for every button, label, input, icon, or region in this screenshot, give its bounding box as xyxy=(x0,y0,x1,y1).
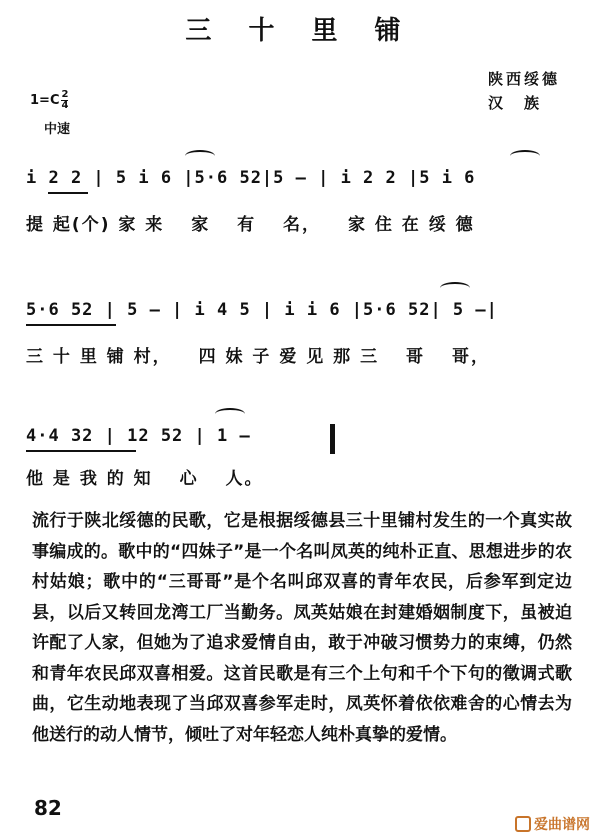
time-bottom: 4 xyxy=(61,100,69,111)
time-signature xyxy=(61,90,68,111)
source-ethnicity: 汉 族 xyxy=(488,94,543,112)
page-number: 82 xyxy=(34,796,62,820)
beam xyxy=(26,450,136,452)
key-signature xyxy=(30,90,68,111)
stave-1 xyxy=(26,158,574,235)
stave-lyrics: 他 是 我 的 知 心 人。 xyxy=(26,469,264,489)
music-icon xyxy=(515,816,531,832)
slur xyxy=(440,282,470,294)
beam xyxy=(26,324,116,326)
watermark-logo xyxy=(515,814,590,834)
slur xyxy=(215,408,245,420)
beam xyxy=(48,192,88,194)
final-barline xyxy=(330,424,335,454)
stave-notation: i 2 2 | 5 i 6 |5·6 52|5 — | i 2 2 |5 i 6 xyxy=(26,168,476,188)
stave-notation: 4·4 32 | 12 52 | 1 — xyxy=(26,426,251,446)
song-title: 三 十 里 铺 xyxy=(185,16,415,46)
key-text: 1=C xyxy=(30,93,60,108)
stave-notes xyxy=(26,158,574,198)
time-top: 2 xyxy=(61,89,69,100)
description-paragraph: 流行于陕北绥德的民歌，它是根据绥德县三十里铺村发生的一个真实故事编成的。歌中的“四妹子”是一个名叫凤英的纯朴正直、思想进步的农村姑娘；歌中的“三哥哥”是个名叫邱双喜的青年农民，后参军到定边县，以后又转回龙湾工厂当勤务。凤英姑娘在封建婚姻制度下，虽被迫许配了人家，但她为了追求爱情自由，敢于冲破习惯势力的束缚，仍然和青年农民邱双喜相爱。这首民歌是有三个上句和千个下句的徵调式歌曲，它生动地表现了当邱双喜参军走时，凤英怀着依依难舍的心情去为他送行的动人情节，倾吐了对年轻恋人纯朴真挚的爱情。 xyxy=(32,511,572,745)
watermark-text: 爱曲谱网 xyxy=(534,817,590,833)
source-region: 陕西绥德 xyxy=(488,70,561,88)
slur xyxy=(185,150,215,162)
stave-lyrics: 提 起(个) 家 来 家 有 名， 家 住 在 绥 德 xyxy=(26,215,475,235)
stave-lyrics: 三 十 里 铺 村， 四 妹 子 爱 见 那 三 哥 哥， xyxy=(26,347,490,367)
stave-notation: 5·6 52 | 5 — | i 4 5 | i i 6 |5·6 52| 5 —| xyxy=(26,300,498,320)
tempo-marking: 中速 xyxy=(44,122,71,137)
slur xyxy=(510,150,540,162)
